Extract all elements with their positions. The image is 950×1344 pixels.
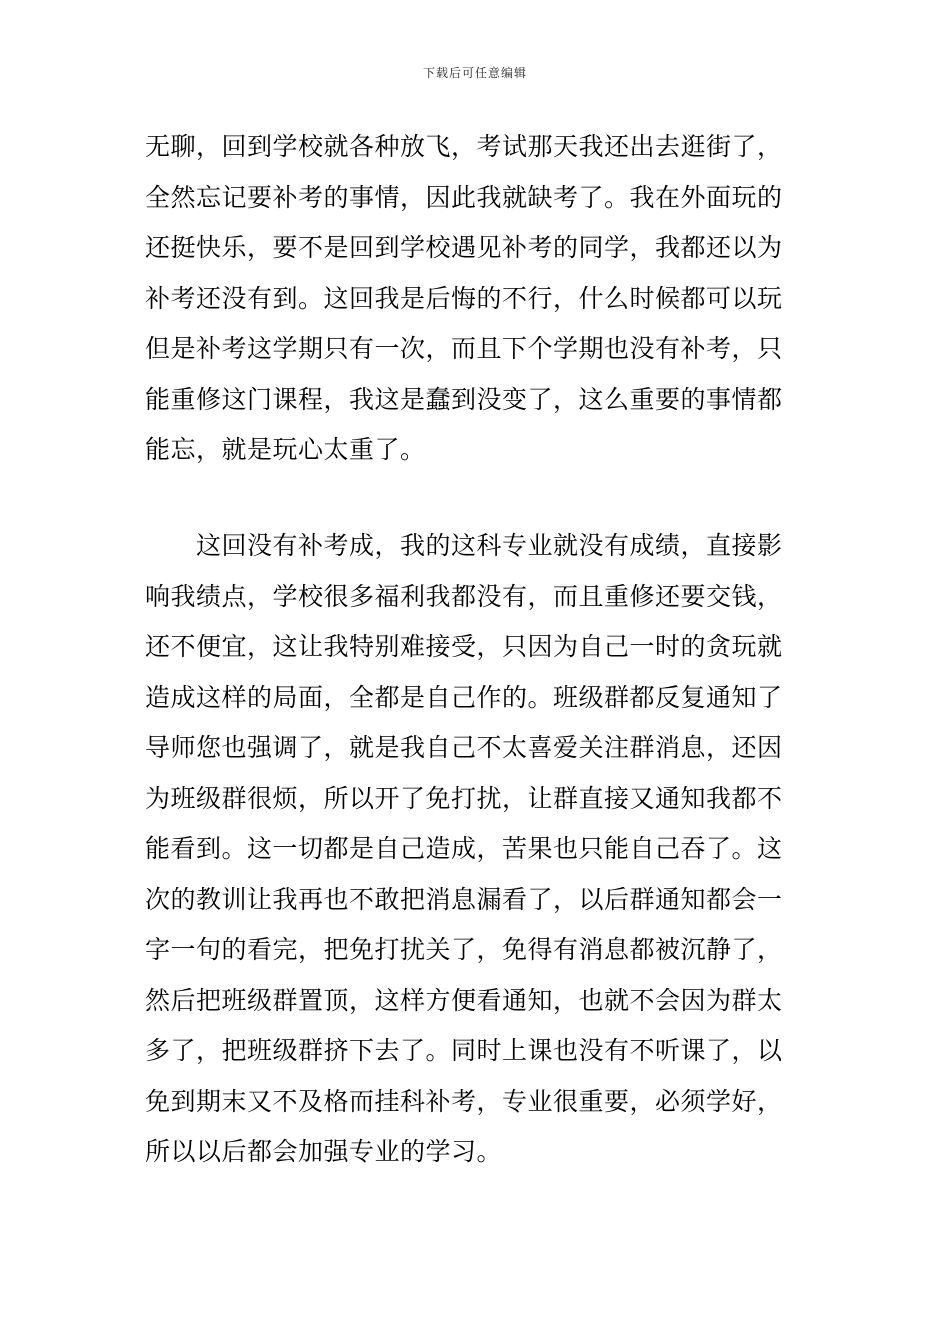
paragraph-line: 还不便宜，这让我特别难接受，只因为自己一时的贪玩就 [145,632,783,661]
paragraph-line: 还挺快乐，要不是回到学校遇见补考的同学，我都还以为 [145,233,783,262]
paragraph-line: 免到期末又不及格而挂科补考，专业很重要，必须学好， [145,1086,783,1116]
paragraph-line: 但是补考这学期只有一次，而且下个学期也没有补考，只 [145,334,783,363]
paragraph-line: 所以以后都会加强专业的学习。 [145,1137,503,1166]
paragraph-line: 能重修这门课程，我这是蠢到没变了，这么重要的事情都 [145,384,783,414]
paragraph-line: 为班级群很烦，所以开了免打扰，让群直接又通知我都不 [145,783,783,813]
paragraph-2 [145,521,815,1178]
paragraph-line: 次的教训让我再也不敢把消息漏看了，以后群通知都会一 [145,884,783,914]
paragraph-line: 这回没有补考成，我的这科专业就没有成绩，直接影 [145,531,783,560]
paragraph-line: 补考还没有到。这回我是后悔的不行，什么时候都可以玩 [145,283,783,313]
paragraph-line: 无聊，回到学校就各种放飞，考试那天我还出去逛街了， [145,132,783,161]
paragraph-line: 能忘，就是玩心太重了。 [145,435,426,464]
paragraph-line: 响我绩点，学校很多福利我都没有，而且重修还要交钱， [145,581,783,611]
paragraph-line: 造成这样的局面，全都是自己作的。班级群都反复通知了 [145,682,783,712]
page-header: 下载后可任意编辑 [422,66,527,80]
paragraph-line: 多了，把班级群挤下去了。同时上课也没有不听课了，以 [145,1036,783,1065]
paragraph-line: 能看到。这一切都是自己造成，苦果也只能自己吞了。这 [145,834,783,863]
paragraph-line: 字一句的看完，把免打扰关了，免得有消息都被沉静了， [145,935,783,964]
paragraph-1 [145,122,815,476]
paragraph-line: 全然忘记要补考的事情，因此我就缺考了。我在外面玩的 [145,182,783,212]
paragraph-line: 然后把班级群置顶，这样方便看通知，也就不会因为群太 [145,985,783,1015]
paragraph-line: 导师您也强调了，就是我自己不太喜爱关注群消息，还因 [145,733,783,762]
